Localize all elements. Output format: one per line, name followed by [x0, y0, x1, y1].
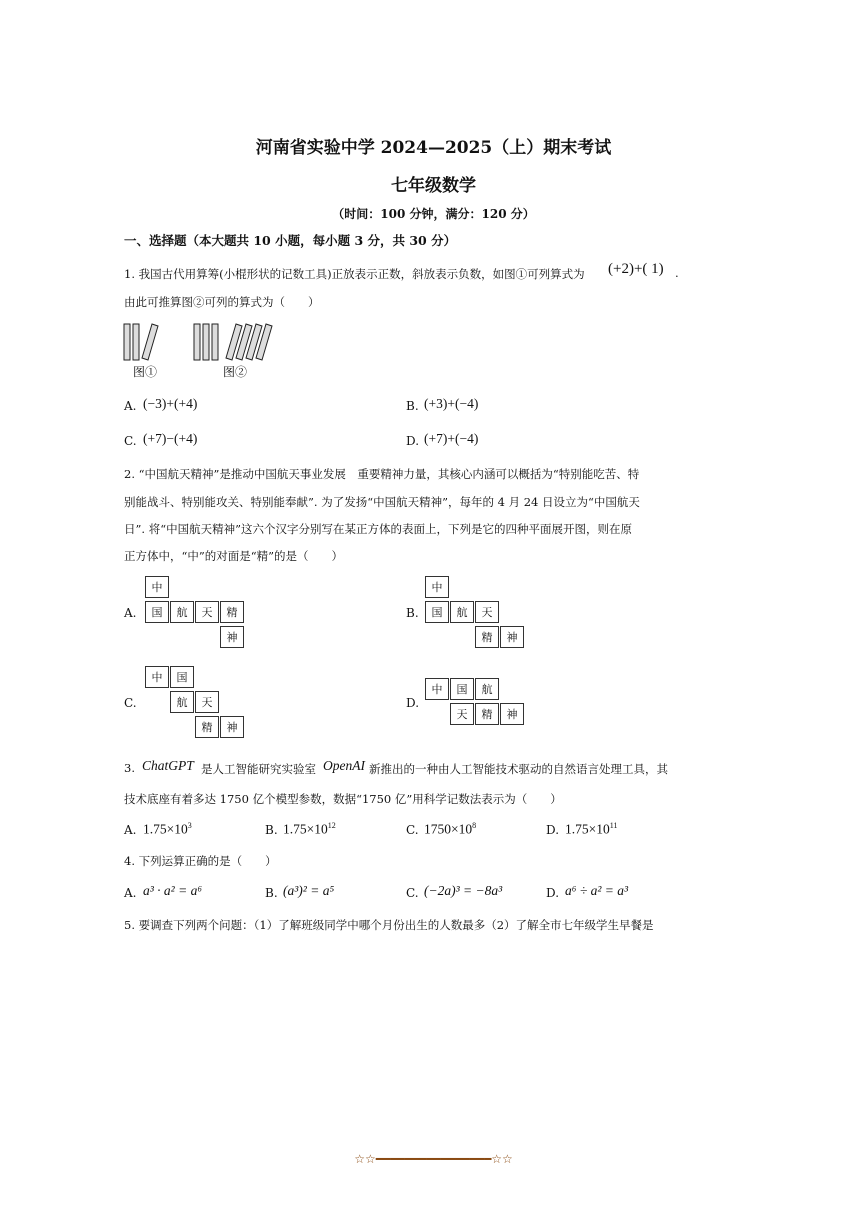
net-c-cell: 中 — [145, 666, 169, 688]
q2-line1: 2. “中国航天精神”是推动中国航天事业发展 重要精神力量，其核心内涵可以概括为“特别能吃苦、特 — [124, 467, 640, 481]
q3-text1: 是人工智能研究实验室 — [201, 762, 316, 776]
net-d-cell: 国 — [450, 678, 474, 700]
q3-openai: OpenAI — [323, 758, 365, 773]
q3-option-a-letter: A. — [124, 823, 137, 837]
q1-option-d-letter: D. — [406, 434, 420, 448]
q2-line4: 正方体中，“中”的对面是“精”的是（ ） — [124, 549, 344, 563]
net-d-cell: 中 — [425, 678, 449, 700]
page-footer-ornament: ☆☆━━━━━━━━━━━━━━━━☆☆ — [354, 1152, 513, 1166]
q4-option-a: a³ · a² = a⁶ — [143, 883, 203, 898]
net-d-cell: 神 — [500, 703, 524, 725]
q1-text-line1: 1. 我国古代用算筹(小棍形状的记数工具)正放表示正数，斜放表示负数，如图①可列算式为 — [124, 267, 585, 281]
net-c-cell: 神 — [220, 716, 244, 738]
q4-option-a-letter: A. — [124, 886, 137, 900]
q1-option-d: (+7)+(−4) — [424, 431, 479, 446]
q1-expression: (+2)+( 1) — [608, 261, 664, 277]
q4-text: 4. 下列运算正确的是（ ） — [124, 854, 277, 868]
figure-2-rods — [194, 324, 272, 360]
q1-punct: . — [675, 266, 679, 280]
net-c-cell: 航 — [170, 691, 194, 713]
q3-option-b-letter: B. — [265, 823, 278, 837]
exam-info: （时间：100 分钟，满分：120 分） — [332, 207, 535, 221]
counting-rods-figures — [122, 322, 282, 362]
q2-option-b-letter: B. — [406, 606, 419, 620]
net-c-cell: 国 — [170, 666, 194, 688]
figure-1-label: 图① — [133, 365, 158, 379]
net-a-cell: 中 — [145, 576, 169, 598]
section-heading: 一、选择题（本大题共 10 小题，每小题 3 分，共 30 分） — [124, 233, 457, 248]
net-b-cell: 神 — [500, 626, 524, 648]
q4-option-c: (−2a)³ = −8a³ — [424, 883, 503, 898]
q2-line3: 日”. 将“中国航天精神”这六个汉字分别写在某正方体的表面上，下列是它的四种平面展开图，则在原 — [124, 522, 632, 536]
net-b-cell: 天 — [475, 601, 499, 623]
q1-option-b: (+3)+(−4) — [424, 396, 479, 411]
net-a-cell: 天 — [195, 601, 219, 623]
net-a-cell: 国 — [145, 601, 169, 623]
q5-text: 5. 要调查下列两个问题：（1）了解班级同学中哪个月份出生的人数最多（2）了解全市七年级学生早餐是 — [124, 918, 654, 932]
q4-option-d: a⁶ ÷ a² = a³ — [565, 883, 629, 898]
q3-line2: 技术底座有着多达 1750 亿个模型参数，数据“1750 亿”用科学记数法表示为（ ） — [124, 792, 562, 806]
net-d-cell: 天 — [450, 703, 474, 725]
net-d-cell: 精 — [475, 703, 499, 725]
q1-text-line2: 由此可推算图②可列的算式为（ ） — [124, 295, 320, 309]
q2-line2: 别能战斗、特别能攻关、特别能奉献”. 为了发扬“中国航天精神”，每年的 4 月 24 日设立为“中国航天 — [124, 495, 640, 509]
q3-option-b: $1.75\times 10^{12}$ — [283, 821, 336, 837]
q3-text2: 新推出的一种由人工智能技术驱动的自然语言处理工具，其 — [369, 762, 668, 776]
net-a-cell: 精 — [220, 601, 244, 623]
q2-option-a-letter: A. — [124, 606, 137, 620]
net-b-cell: 航 — [450, 601, 474, 623]
net-c-cell: 天 — [195, 691, 219, 713]
q2-option-c-letter: C. — [124, 696, 137, 710]
net-b-cell: 中 — [425, 576, 449, 598]
q1-option-b-letter: B. — [406, 399, 419, 413]
figure-2-label: 图② — [223, 365, 248, 379]
q1-option-c-letter: C. — [124, 434, 137, 448]
q4-option-d-letter: D. — [546, 886, 560, 900]
net-c-cell: 精 — [195, 716, 219, 738]
net-a-cell: 神 — [220, 626, 244, 648]
q3-chatgpt: ChatGPT — [142, 758, 194, 773]
q3-option-a: $1.75\times 10^3$ — [143, 821, 192, 837]
q4-option-c-letter: C. — [406, 886, 419, 900]
q3-option-c: $1750\times 10^8$ — [424, 821, 477, 837]
net-a-cell: 航 — [170, 601, 194, 623]
q1-option-a: (−3)+(+4) — [143, 396, 198, 411]
exam-subject: 七年级数学 — [391, 176, 476, 196]
figure-1-rods — [124, 324, 158, 360]
q1-option-a-letter: A. — [124, 399, 137, 413]
q3-option-d: $1.75\times 10^{11}$ — [565, 821, 618, 837]
q4-option-b-letter: B. — [265, 886, 278, 900]
q1-option-c: (+7)−(+4) — [143, 431, 198, 446]
q2-option-d-letter: D. — [406, 696, 420, 710]
exam-title: 河南省实验中学 2024—2025（上）期末考试 — [255, 138, 612, 158]
net-b-cell: 精 — [475, 626, 499, 648]
net-b-cell: 国 — [425, 601, 449, 623]
q3-option-d-letter: D. — [546, 823, 560, 837]
net-d-cell: 航 — [475, 678, 499, 700]
q4-option-b: (a³)² = a⁵ — [283, 883, 335, 898]
q3-number: 3. — [124, 761, 135, 775]
q3-option-c-letter: C. — [406, 823, 419, 837]
